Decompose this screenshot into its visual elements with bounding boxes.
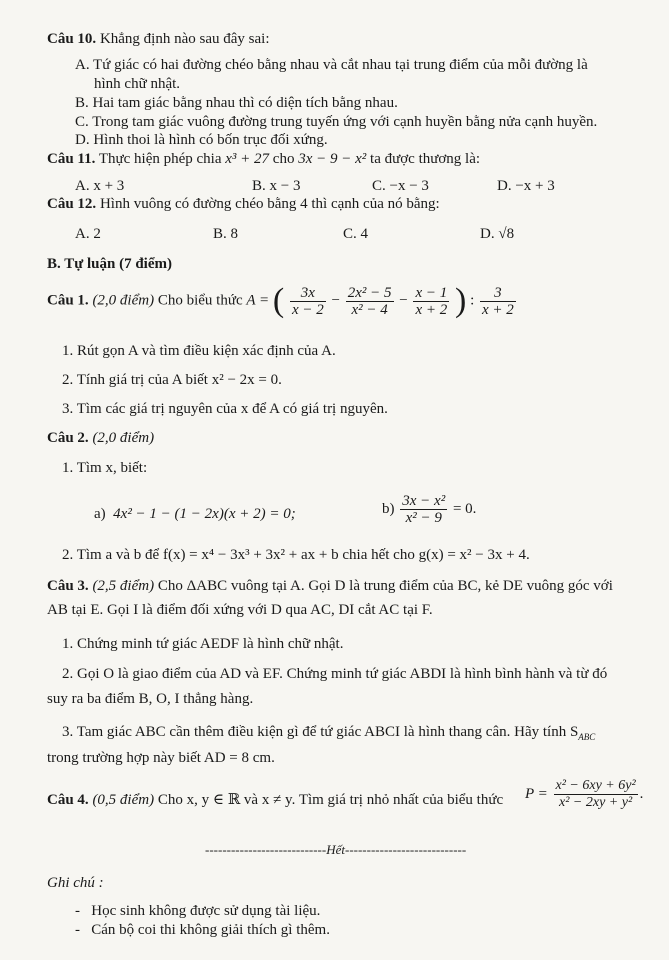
q12-option-a: A. 2 xyxy=(75,226,101,242)
bullet-dash: - xyxy=(75,903,92,919)
c1-frac-3: $\frac{x - 1}{x + 2}$ xyxy=(415,284,448,318)
c1-minus-1: − xyxy=(331,292,340,309)
q11-stem-pre: Thực hiện phép chia xyxy=(98,151,222,167)
q10-option-b: B. Hai tam giác bằng nhau thì có diện tích bằng nhau. xyxy=(75,95,398,111)
q12-option-b: B. 8 xyxy=(213,226,239,242)
c2-part-a-expr: 4x² − 1 − (1 − 2x)(x + 2) = 0; xyxy=(113,506,296,522)
c3-intro-line2: AB tại E. Gọi I là điểm đối xứng với D qua AC, DI cắt AC tại F. xyxy=(47,602,433,618)
c4-frac: $\frac{\text{x² − 6xy + 6y²}}{\text{x² − 2xy + y²}}$ xyxy=(555,778,636,810)
q11-divisor: 3x − 9 − x² xyxy=(298,151,367,167)
c3-stem xyxy=(47,578,613,595)
q11-dividend: x³ + 27 xyxy=(225,151,270,167)
note-text-2: Cán bộ coi thi không giải thích gì thêm. xyxy=(91,922,330,938)
c4-points: (0,5 điểm) xyxy=(92,792,155,808)
note-item xyxy=(75,903,320,920)
q10-option-a-cont: hình chữ nhật. xyxy=(94,76,181,92)
q10-option-c: C. Trong tam giác vuông đường trung tuyến ứng với cạnh huyền bằng nửa cạnh huyền. xyxy=(75,114,598,130)
q10-option-a: A. Tứ giác có hai đường chéo bằng nhau và cắt nhau tại trung điểm của mỗi đường là xyxy=(75,57,588,73)
c4-stem xyxy=(47,790,503,809)
c2-part-b-label: b) xyxy=(382,500,395,517)
c1-points: (2,0 điểm) xyxy=(92,292,155,309)
c4-text: Cho x, y ∈ ℝ và x ≠ y. Tìm giá trị nhỏ nhất của biểu thức xyxy=(157,792,504,808)
c1-expr-lhs: A = xyxy=(246,292,270,309)
c1-part-3: 3. Tìm các giá trị nguyên của x để A có giá trị nguyên. xyxy=(62,401,388,417)
c1-frac-4: $\frac{3}{x + 2}$ xyxy=(482,284,514,318)
c4-expression xyxy=(525,778,643,811)
q12-stem-text: Hình vuông có đường chéo bằng 4 thì cạnh của nó bằng: xyxy=(99,196,440,212)
c1-frac-2: $\frac{\text{2x² − 5}}{\text{x² − 4}}$ xyxy=(347,284,392,318)
c2-part-b-rhs: = 0. xyxy=(452,500,477,517)
note-text-1: Học sinh không được sử dụng tài liệu. xyxy=(91,903,321,919)
c1-part-2: 2. Tính giá trị của A biết x² − 2x = 0. xyxy=(62,372,282,388)
c4-end: . xyxy=(639,785,644,802)
c2-stem xyxy=(47,430,154,447)
q10-label: Câu 10. xyxy=(47,31,97,47)
q12-stem xyxy=(47,196,440,213)
note-item xyxy=(75,922,330,939)
c1-divide: : xyxy=(470,292,475,309)
q11-option-c: C. −x − 3 xyxy=(372,178,429,194)
q10-stem xyxy=(47,31,270,48)
c1-minus-2: − xyxy=(399,292,408,309)
q12-option-d-label: D. xyxy=(480,226,495,242)
c2-part-2: 2. Tìm a và b để f(x) = x⁴ − 3x³ + 3x² + ax + b chia hết cho g(x) = x² − 3x + 4. xyxy=(62,547,530,563)
q12-option-c: C. 4 xyxy=(343,226,369,242)
q12-option-d xyxy=(480,226,514,243)
c1-part-1: 1. Rút gọn A và tìm điều kiện xác định của A. xyxy=(62,343,336,359)
c2-part-1: 1. Tìm x, biết: xyxy=(62,460,148,476)
c1-stem xyxy=(47,284,518,318)
q11-divisor-pre: cho xyxy=(272,151,295,167)
q12-option-d-value: √8 xyxy=(498,226,515,242)
c3-label: Câu 3. xyxy=(47,578,89,594)
c3-part-1: 1. Chứng minh tứ giác AEDF là hình chữ nhật. xyxy=(62,636,344,652)
q10-option-d: D. Hình thoi là hình có bốn trục đối xứng. xyxy=(75,132,328,148)
c1-close-paren: ) xyxy=(455,282,467,319)
c3-part-3-line2: trong trường hợp này biết AD = 8 cm. xyxy=(47,750,275,766)
note-title: Ghi chú : xyxy=(47,875,104,891)
q10-stem-text: Khẳng định nào sau đây sai: xyxy=(99,31,270,47)
c1-frac-1: $\frac{3x}{x - 2}$ xyxy=(291,284,324,318)
c1-intro: Cho biểu thức xyxy=(157,292,243,309)
q11-option-a: A. x + 3 xyxy=(75,178,125,194)
end-mark: ----------------------------Hết---------------------------- xyxy=(205,842,467,857)
q12-label: Câu 12. xyxy=(47,196,97,212)
q11-label: Câu 11. xyxy=(47,151,96,167)
c2-part-b-frac: $\frac{\text{3x − x²}}{\text{x² − 9}}$ xyxy=(402,493,446,526)
q11-option-b: B. x − 3 xyxy=(252,178,301,194)
c2-label: Câu 2. xyxy=(47,430,89,446)
c2-part-a-label: a) xyxy=(94,506,106,522)
q11-option-d: D. −x + 3 xyxy=(497,178,555,194)
c3-part-3-sub: ABC xyxy=(578,732,596,742)
c1-label: Câu 1. xyxy=(47,292,89,309)
q11-stem-post: ta được thương là: xyxy=(370,151,481,167)
bullet-dash: - xyxy=(75,922,92,938)
c2-part-b xyxy=(382,493,476,526)
essay-heading: B. Tự luận (7 điểm) xyxy=(47,256,172,272)
c3-part-2-line2: suy ra ba điểm B, O, I thẳng hàng. xyxy=(47,691,254,707)
c1-open-paren: ( xyxy=(272,282,285,319)
c3-part-3-text: 3. Tam giác ABC cần thêm điều kiện gì để tứ giác ABCI là hình thang cân. Hãy tính S xyxy=(62,724,579,740)
c4-label: Câu 4. xyxy=(47,792,89,808)
c3-part-3-line1 xyxy=(62,724,595,742)
c2-points: (2,0 điểm) xyxy=(92,430,155,446)
c3-part-2-line1: 2. Gọi O là giao điểm của AD và EF. Chứng minh tứ giác ABDI là hình bình hành và từ đó xyxy=(62,666,608,682)
c3-intro-line1: Cho ΔABC vuông tại A. Gọi D là trung điểm của BC, kẻ DE vuông góc với xyxy=(157,578,613,594)
q11-stem xyxy=(47,151,480,168)
c3-points: (2,5 điểm) xyxy=(92,578,155,594)
c2-part-a xyxy=(94,506,296,523)
c4-lhs: P = xyxy=(525,785,548,802)
